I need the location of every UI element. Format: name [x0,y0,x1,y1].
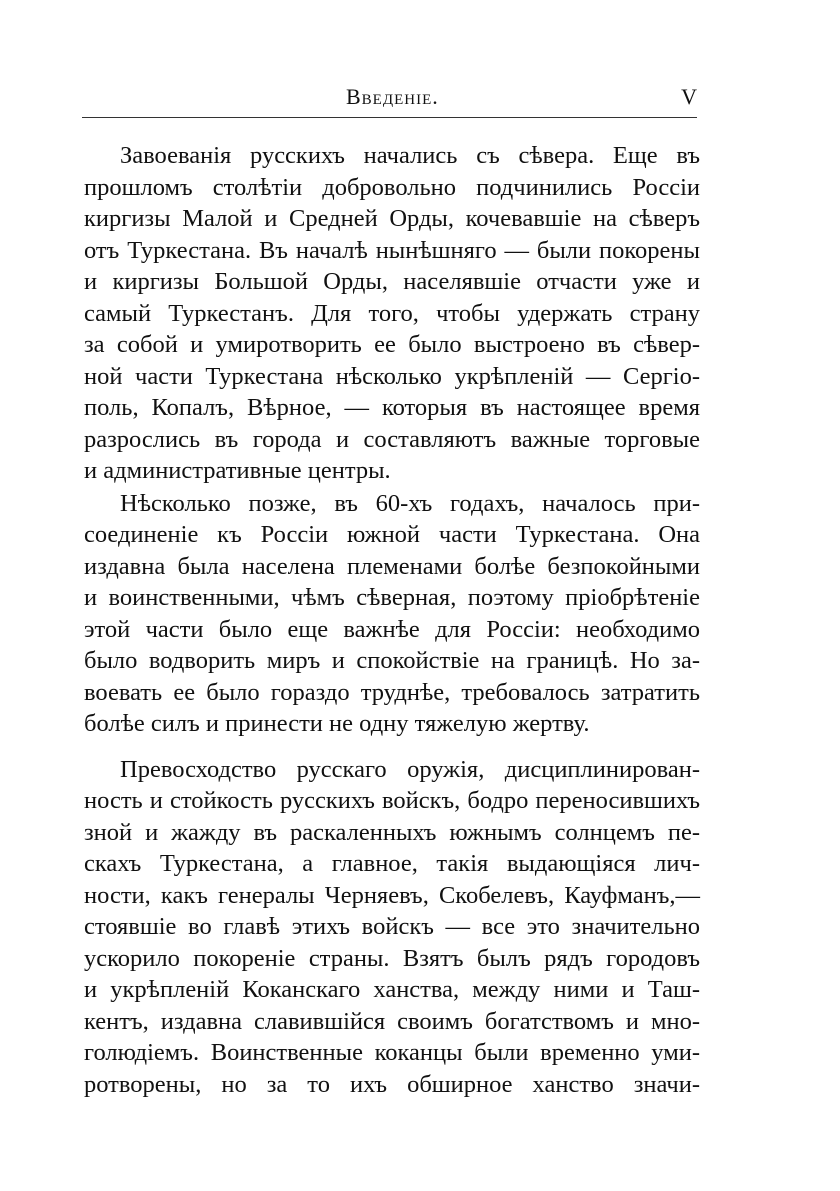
text-line: и административные центры. [84,457,391,484]
text-line: и киргизы Большой Орды, населявшіе отчасти уже и [84,268,700,295]
text-line: отъ Туркестана. Въ началѣ нынѣшняго — были покорены [84,236,700,264]
text-line: кентъ, издавна славившійся своимъ богатствомъ и мно- [84,1007,700,1035]
text-line: ности, какъ генералы Черняевъ, Скобелевъ, Кауфманъ,— [84,881,700,909]
text-line: за собой и умиротворить ее было выстроено въ сѣвер- [84,331,700,358]
text-line: соединеніе къ Россіи южной части Туркестана. Она [84,521,700,548]
text-line: Превосходство русскаго оружія, дисциплинирован- [120,755,700,783]
text-line: скахъ Туркестана, а главное, такія выдающіяся лич- [84,850,700,877]
text-line: издавна была населена племенами болѣе безпокойными [84,552,700,580]
text-line: этой части было еще важнѣе для Россіи: необходимо [84,615,700,643]
text-line: Завоеванія русскихъ начались съ сѣвера. Еще въ [120,142,700,169]
text-line: ность и стойкость русскихъ войскъ, бодро переносившихъ [84,787,700,814]
text-line: Нѣсколько позже, въ 60-хъ годахъ, началось при- [120,489,700,517]
text-line: ускорило покореніе страны. Взятъ былъ рядъ городовъ [84,944,700,972]
text-line: прошломъ столѣтіи добровольно подчинились Россіи [84,173,700,201]
chapter-title: Введеніе. [346,84,439,109]
page-number: V [681,84,697,109]
text-line: ной части Туркестана нѣсколько укрѣпленій — Сергіо- [84,362,700,390]
text-line: самый Туркестанъ. Для того, чтобы удержать страну [84,299,700,327]
text-line: разрослись въ города и составляютъ важные торговые [84,425,700,453]
paragraph [84,140,700,487]
text-line: болѣе силъ и принести не одну тяжелую жертву. [84,710,590,737]
text-line: зной и жажду въ раскаленныхъ южнымъ солнцемъ пе- [84,818,700,846]
text-line: было водворить миръ и спокойствіе на границѣ. Но за- [84,647,700,674]
paragraph [84,488,700,740]
body-text [84,140,700,1100]
text-line: ротворены, но за то ихъ обширное ханство значи- [84,1070,700,1098]
text-line: киргизы Малой и Средней Орды, кочевавшіе на сѣверъ [84,205,700,232]
text-line: воевать ее было гораздо труднѣе, требовалось затратить [84,678,700,706]
text-line: и воинственными, чѣмъ сѣверная, поэтому пріобрѣтеніе [84,584,700,611]
text-line: голюдіемъ. Воинственные коканцы были временно уми- [84,1039,700,1066]
text-line: и укрѣпленій Коканскаго ханства, между ними и Таш- [84,976,700,1003]
running-header [82,84,697,118]
header-rule [82,117,697,118]
text-line: поль, Копалъ, Вѣрное, — которыя въ настоящее время [84,394,700,421]
text-line: стоявшіе во главѣ этихъ войскъ — все это значительно [84,913,700,940]
paragraph [84,754,700,1101]
